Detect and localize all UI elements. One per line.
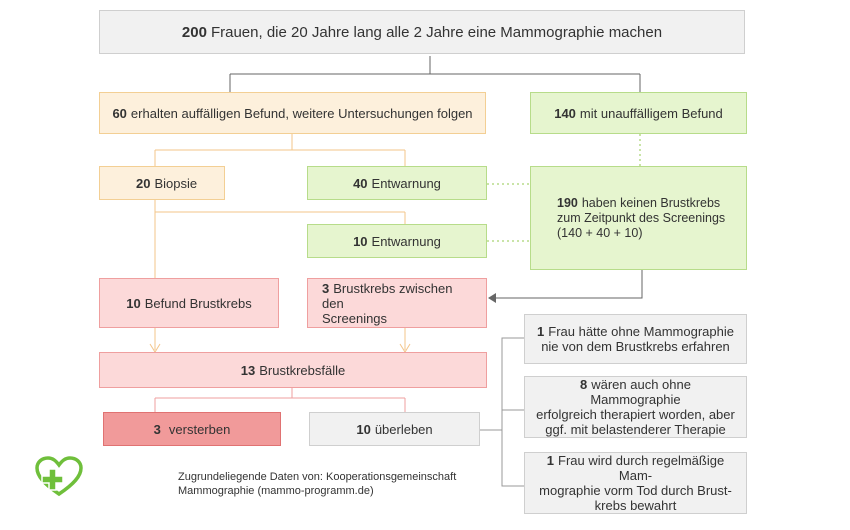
suspicious-label: erhalten auffälligen Befund, weitere Untersuchungen folgen: [130, 105, 473, 121]
cancer-finding-box: [99, 278, 279, 328]
cancer-cases-count: 13: [240, 362, 256, 378]
total-label: Frauen, die 20 Jahre lang alle 2 Jahre eine Mammographie machen: [210, 23, 663, 41]
allclear-40-count: 40: [353, 175, 368, 191]
biopsy-box: [99, 166, 225, 200]
survivors-count: 10: [356, 421, 371, 437]
total-women-box: [99, 10, 745, 54]
note-overdiagnosis-line1: Frau hätte ohne Mammographie: [548, 324, 734, 339]
interval-cancer-box: [307, 278, 487, 328]
source-line2: Mammographie (mammo-programm.de): [178, 485, 374, 497]
note-overdiagnosis-line2: nie von dem Brustkrebs erfahren: [541, 339, 730, 354]
clear-finding-box: [530, 92, 747, 134]
allclear-10-box: [307, 224, 487, 258]
allclear-40-label: Entwarnung: [371, 175, 441, 191]
cancer-cases-label: Brustkrebsfälle: [259, 362, 346, 378]
interval-cancer-count: 3: [322, 280, 330, 296]
note-saved-line2: mographie vorm Tod durch Brust-: [539, 483, 732, 498]
biopsy-label: Biopsie: [154, 175, 198, 191]
note-saved: [524, 452, 747, 514]
cancer-finding-count: 10: [126, 295, 141, 311]
interval-cancer-line1: Brustkrebs zwischen den: [322, 280, 453, 311]
deaths-box: [103, 412, 281, 446]
note-saved-count: 1: [546, 453, 555, 468]
note-overdiagnosis-count: 1: [537, 324, 545, 339]
note-treatable-count: 8: [580, 377, 588, 392]
source-line1: Zugrundeliegende Daten von: Kooperationsgemeinschaft: [178, 471, 457, 483]
survivors-box: [309, 412, 480, 446]
total-count: 200: [181, 23, 207, 41]
deaths-label: versterben: [168, 421, 231, 437]
suspicious-finding-box: [99, 92, 486, 134]
no-cancer-box: [530, 166, 747, 270]
suspicious-count: 60: [112, 105, 127, 121]
allclear-10-label: Entwarnung: [371, 233, 441, 249]
source-note: [178, 470, 456, 498]
note-treatable: [524, 376, 747, 438]
note-treatable-line2: erfolgreich therapiert worden, aber: [536, 407, 735, 422]
no-cancer-line1: haben keinen Brustkrebs: [581, 195, 721, 210]
heart-cross-logo-icon: [34, 456, 84, 498]
no-cancer-sum: (140 + 40 + 10): [557, 225, 643, 240]
note-treatable-line3: ggf. mit belastenderer Therapie: [545, 422, 726, 437]
note-saved-line3: krebs bewahrt: [594, 498, 677, 513]
no-cancer-line2: zum Zeitpunkt des Screenings: [557, 210, 726, 225]
survivors-label: überleben: [374, 421, 433, 437]
allclear-10-count: 10: [353, 233, 368, 249]
cancer-finding-label: Befund Brustkrebs: [144, 295, 252, 311]
deaths-count: 3: [153, 421, 161, 437]
interval-cancer-line2: Screenings: [322, 310, 388, 326]
note-treatable-line1: wären auch ohne Mammographie: [590, 377, 691, 407]
clear-count: 140: [554, 105, 576, 121]
biopsy-count: 20: [136, 175, 151, 191]
note-saved-line1: Frau wird durch regelmäßige Mam-: [558, 453, 725, 483]
allclear-40-box: [307, 166, 487, 200]
note-overdiagnosis: [524, 314, 747, 364]
cancer-cases-box: [99, 352, 487, 388]
clear-label: mit unauffälligem Befund: [579, 105, 723, 121]
no-cancer-count: 190: [557, 195, 578, 210]
